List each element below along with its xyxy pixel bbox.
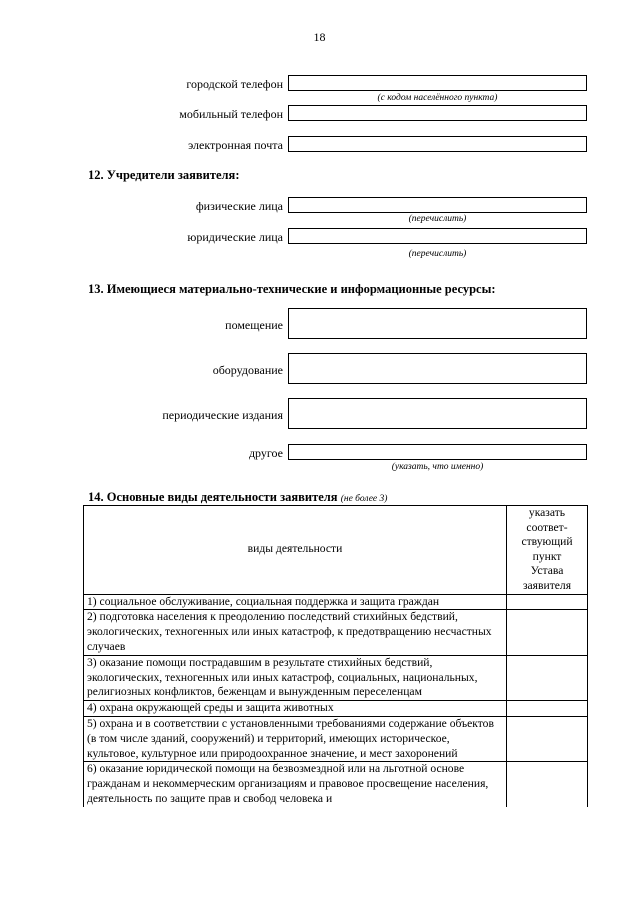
col-charter-line: пункт	[532, 549, 562, 563]
other-resources-note: (указать, что именно)	[391, 462, 484, 472]
activity-1: 1) социальное обслуживание, социальная поддержка и защита граждан	[84, 594, 507, 610]
equipment-label: оборудование	[212, 363, 283, 377]
equipment-field[interactable]	[288, 353, 587, 384]
city-phone-field[interactable]	[288, 75, 587, 91]
col-charter-line: указать	[528, 506, 566, 519]
table-row	[84, 716, 588, 761]
charter-point-cell-6[interactable]	[507, 762, 588, 807]
individuals-label: физические лица	[195, 199, 283, 213]
col-charter-header	[507, 506, 588, 595]
legal-entities-note: (перечислить)	[408, 249, 467, 259]
activity-5: 5) охрана и в соответствии с установленными требованиями содержание объектов (в том числе зданий, сооружений) и территорий, имеющих историческое, культовое, культурное или природоохранное значение, и мест захоронений	[84, 716, 507, 761]
activity-2: 2) подготовка населения к преодолению последствий стихийных бедствий, экологических, техногенных или иных катастроф, к предотвращению несчастных случаев	[84, 610, 507, 655]
periodicals-label: периодические издания	[162, 408, 283, 422]
charter-point-cell-4[interactable]	[507, 701, 588, 717]
charter-point-cell-2[interactable]	[507, 610, 588, 655]
activity-6: 6) оказание юридической помощи на безвозмездной или на льготной основе гражданам и некоммерческим организациям и правовое просвещение населения, деятельность по защите прав и свобод человека и	[84, 762, 507, 807]
section-14-title	[88, 490, 387, 505]
charter-point-cell-1[interactable]	[507, 594, 588, 610]
activities-table	[83, 505, 588, 807]
periodicals-field[interactable]	[288, 398, 587, 429]
col-activities-header: виды деятельности	[84, 506, 507, 595]
section-12-title: 12. Учредители заявителя:	[88, 168, 240, 182]
individuals-field[interactable]	[288, 197, 587, 213]
premises-field[interactable]	[288, 308, 587, 339]
premises-label: помещение	[225, 318, 283, 332]
email-label: электронная почта	[188, 138, 283, 152]
other-resources-field[interactable]	[288, 444, 587, 460]
table-header-row	[84, 506, 588, 595]
page-number: 18	[313, 30, 326, 44]
col-charter-line: заявителя	[522, 578, 572, 592]
individuals-note: (перечислить)	[408, 214, 467, 224]
legal-entities-field[interactable]	[288, 228, 587, 244]
section-14-title-note: (не более 3)	[340, 494, 388, 504]
mobile-phone-field[interactable]	[288, 105, 587, 121]
section-13-title: 13. Имеющиеся материально-технические и информационные ресурсы:	[88, 282, 496, 296]
mobile-phone-label: мобильный телефон	[179, 107, 283, 121]
col-charter-line: соответ-	[526, 520, 568, 534]
email-field[interactable]	[288, 136, 587, 152]
table-row	[84, 762, 588, 807]
charter-point-cell-5[interactable]	[507, 716, 588, 761]
table-row	[84, 594, 588, 610]
activity-4: 4) охрана окружающей среды и защита животных	[84, 701, 507, 717]
other-resources-label: другое	[248, 446, 283, 460]
col-charter-line: ствующий	[521, 535, 573, 549]
charter-point-cell-3[interactable]	[507, 655, 588, 700]
table-row	[84, 655, 588, 700]
table-row	[84, 701, 588, 717]
legal-entities-label: юридические лица	[187, 230, 283, 244]
section-14-title-text: 14. Основные виды деятельности заявителя	[88, 490, 338, 504]
col-charter-line: Устава	[530, 564, 564, 578]
city-phone-label: городской телефон	[186, 77, 283, 91]
activity-3: 3) оказание помощи пострадавшим в результате стихийных бедствий, экологических, техногенных или иных катастроф, социальных, национальных, религиозных конфликтов, беженцам и вынужденным переселенцам	[84, 655, 507, 700]
city-phone-note: (с кодом населённого пункта)	[377, 93, 498, 103]
table-row	[84, 610, 588, 655]
